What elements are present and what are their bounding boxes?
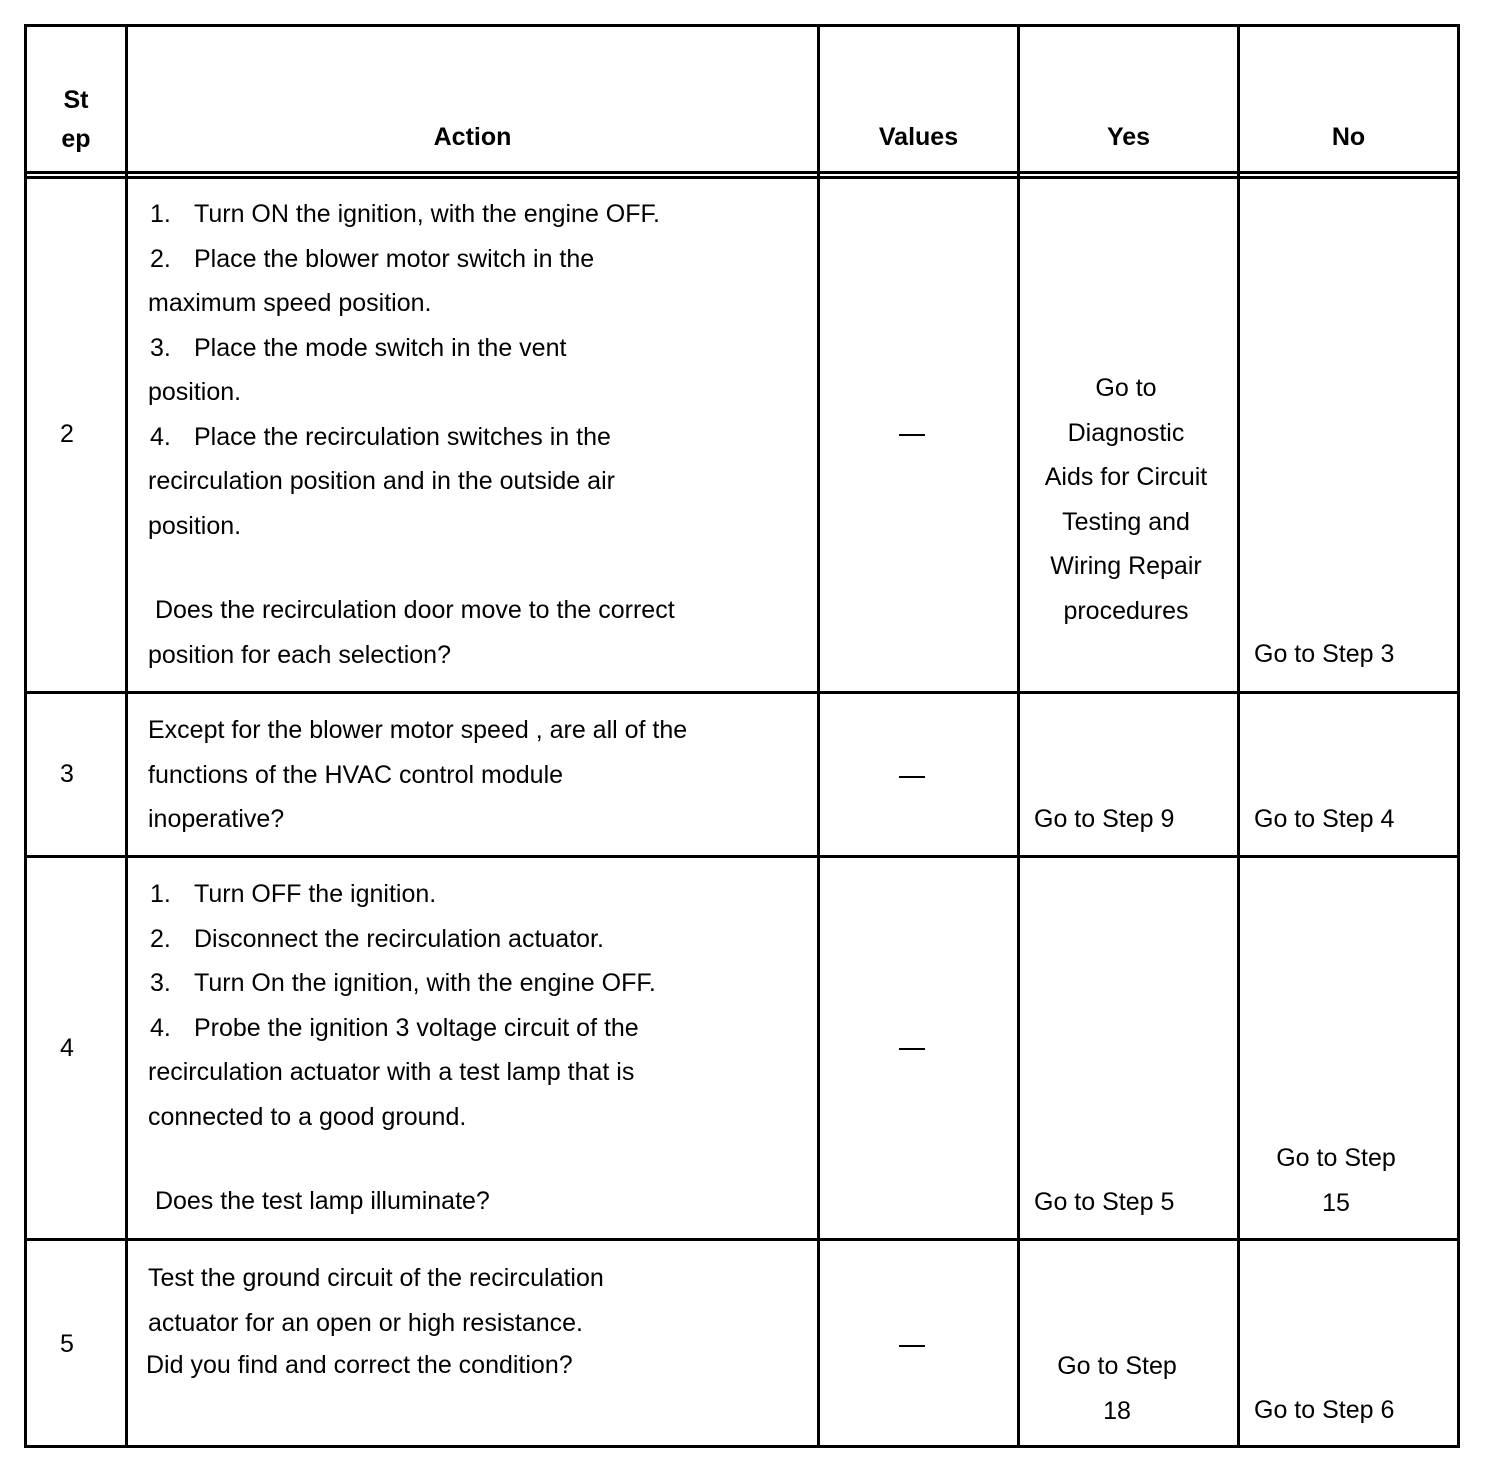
- header-values: Values: [878, 123, 959, 151]
- list-item: 3. Place the mode switch in the vent: [150, 333, 567, 362]
- list-item: 1. Turn OFF the ignition.: [150, 880, 437, 908]
- list-item: 2. Disconnect the recirculation actuator.: [150, 924, 604, 953]
- row-4-yes: Go to Step 5: [1034, 1188, 1175, 1216]
- header-yes: Yes: [1106, 123, 1151, 151]
- row-3-action: Except for the blower motor speed , are all of the functions of the HVAC control module inoperative?: [148, 716, 688, 833]
- row-5-step: 5: [60, 1330, 74, 1358]
- column-divider: [1237, 24, 1240, 1448]
- row-3-no: Go to Step 4: [1254, 805, 1395, 833]
- row-divider: [24, 691, 1460, 694]
- list-item: 2. Place the blower motor switch in the: [150, 244, 595, 273]
- table-border-top: [24, 24, 1460, 27]
- row-5-action: Test the ground circuit of the recirculation actuator for an open or high resistance. Did you find and correct the condition?: [146, 1264, 604, 1379]
- row-4-no: Go to Step 15: [1276, 1144, 1396, 1217]
- row-5-values-dash: [899, 1345, 925, 1347]
- row-2-step: 2: [60, 420, 74, 448]
- list-item: 4. Probe the ignition 3 voltage circuit of the: [150, 1013, 639, 1042]
- row-2-yes: Go to Diagnostic Aids for Circuit Testing and Wiring Repair procedures: [1044, 374, 1208, 625]
- column-divider: [817, 24, 820, 1448]
- column-divider: [1017, 24, 1020, 1448]
- row-5-no: Go to Step 6: [1254, 1396, 1395, 1424]
- row-3-step: 3: [60, 760, 74, 788]
- row-4-step: 4: [60, 1034, 74, 1062]
- header-step-line2: ep: [61, 125, 91, 153]
- row-3-yes: Go to Step 9: [1034, 805, 1175, 833]
- row-divider: [24, 855, 1460, 858]
- table-border-right: [1457, 24, 1460, 1448]
- header-divider: [24, 171, 1460, 174]
- diagnostic-table: [24, 24, 1460, 1448]
- row-5-yes: Go to Step 18: [1057, 1352, 1177, 1425]
- header-no: No: [1331, 123, 1366, 151]
- table-border-left: [24, 24, 27, 1448]
- header-action: Action: [433, 123, 512, 151]
- row-divider: [24, 1238, 1460, 1241]
- header-divider: [24, 176, 1460, 179]
- header-step: [27, 81, 125, 159]
- table-border-bottom: [24, 1445, 1460, 1448]
- list-item: 3. Turn On the ignition, with the engine OFF.: [150, 969, 656, 997]
- row-2-action: 1. Turn ON the ignition, with the engine OFF. 2. Place the blower motor switch in the maximum speed position. 3. Place the mode switch in the vent position. 4. Place the recirculation switches in the recirculation position and in the outside air position. Does the recirculation door move to the correct position for each selection?: [128, 192, 817, 677]
- row-3-values-dash: [899, 776, 925, 778]
- row-2-values-dash: [899, 434, 925, 436]
- row-4-values-dash: [899, 1048, 925, 1050]
- list-item: 4. Place the recirculation switches in the: [150, 422, 611, 451]
- header-step-line1: St: [63, 86, 89, 114]
- list-item: 1. Turn ON the ignition, with the engine OFF.: [150, 200, 660, 228]
- row-4-action: 1. Turn OFF the ignition. 2. Disconnect the recirculation actuator. 3. Turn On the ignition, with the engine OFF. 4. Probe the ignition 3 voltage circuit of the recirculation actuator with a test lamp that is connected to a good ground. Does the test lamp illuminate?: [128, 872, 817, 1224]
- row-2-no: Go to Step 3: [1254, 640, 1395, 668]
